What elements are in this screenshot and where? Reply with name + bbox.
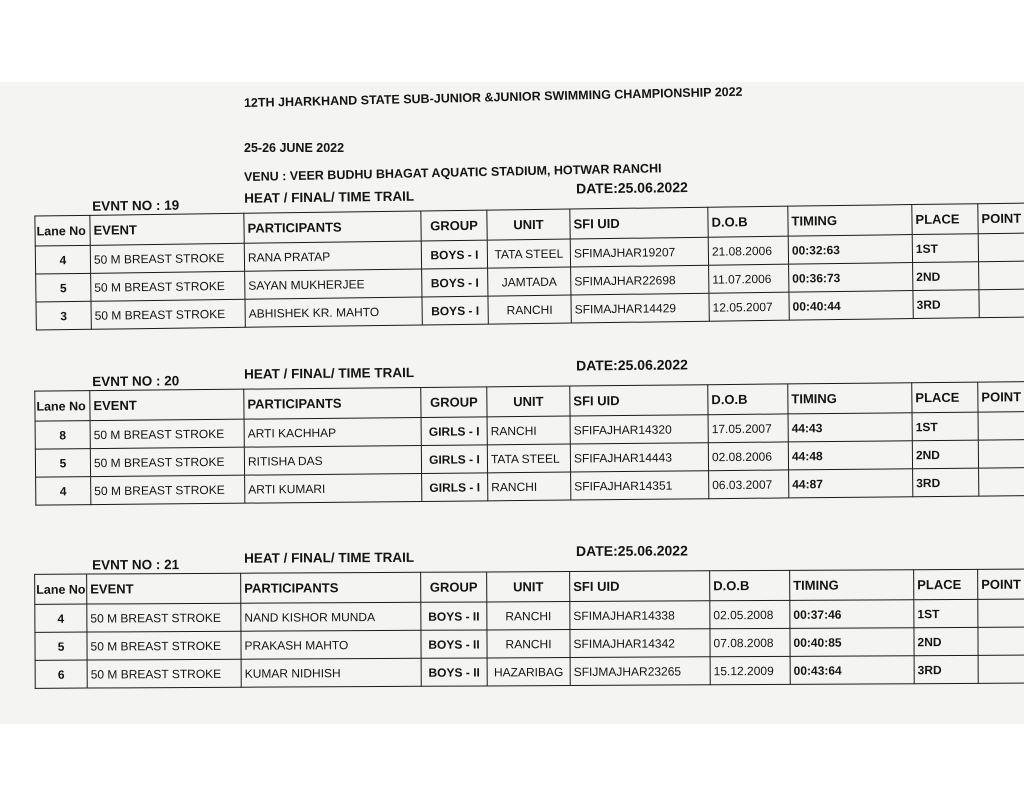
col-participants: PARTICIPANTS: [244, 211, 421, 243]
point-cell: [978, 412, 1024, 441]
participant-cell: SAYAN MUKHERJEE: [245, 269, 422, 299]
event-cell: 50 M BREAST STROKE: [90, 447, 244, 476]
sfi-uid-cell: SFIMAJHAR14342: [570, 629, 710, 658]
group-cell: BOYS - I: [422, 268, 488, 297]
place-cell: 1ST: [912, 412, 978, 441]
group-cell: BOYS - II: [421, 602, 487, 630]
championship-dates: 25-26 JUNE 2022: [244, 141, 345, 155]
dob-cell: 21.08.2006: [708, 236, 788, 265]
event-cell: 50 M BREAST STROKE: [87, 603, 241, 632]
unit-cell: HAZARIBAG: [487, 658, 570, 686]
event-cell: 50 M BREAST STROKE: [91, 271, 245, 301]
event-cell: 50 M BREAST STROKE: [91, 475, 245, 504]
place-cell: 1ST: [912, 234, 978, 263]
point-cell: [978, 655, 1024, 683]
venue-line: VENU : VEER BUDHU BHAGAT AQUATIC STADIUM, HOTWAR RANCHI: [243, 161, 662, 184]
col-unit: UNIT: [487, 209, 570, 240]
col-point: POINT: [978, 569, 1024, 599]
event-date: DATE:25.06.2022: [575, 356, 688, 374]
sfi-uid-cell: SFIFAJHAR14351: [571, 471, 709, 500]
event-date: DATE:25.06.2022: [575, 542, 688, 559]
event-number: EVNT NO : 19: [92, 197, 180, 214]
dob-cell: 02.08.2006: [708, 442, 788, 471]
col-dob: D.O.B: [708, 384, 788, 415]
participant-cell: PRAKASH MAHTO: [241, 630, 421, 659]
event-number: EVNT NO : 21: [92, 557, 180, 573]
timing-cell: 44:43: [788, 413, 912, 442]
group-cell: GIRLS - I: [421, 417, 487, 446]
event-cell: 50 M BREAST STROKE: [90, 243, 244, 273]
col-timing: TIMING: [790, 570, 914, 601]
event-block: [0, 541, 1024, 682]
place-cell: 3RD: [913, 468, 979, 497]
lane-cell: 5: [35, 449, 90, 478]
event-number: EVNT NO : 20: [92, 373, 180, 390]
col-group: GROUP: [421, 572, 487, 602]
col-place: PLACE: [914, 569, 978, 599]
dob-cell: 07.08.2008: [710, 628, 790, 656]
sfi-uid-cell: SFIFAJHAR14443: [570, 443, 708, 472]
place-cell: 2ND: [912, 440, 978, 469]
timing-cell: 44:48: [788, 441, 912, 470]
col-place: PLACE: [912, 204, 978, 235]
lane-cell: 8: [35, 421, 90, 450]
sfi-uid-cell: SFIMAJHAR19207: [570, 237, 708, 267]
timing-cell: 00:36:73: [789, 263, 913, 293]
col-event: EVENT: [90, 389, 244, 420]
results-table: [34, 381, 1024, 506]
unit-cell: RANCHI: [487, 416, 570, 445]
place-cell: 3RD: [914, 655, 978, 683]
event-cell: 50 M BREAST STROKE: [91, 299, 245, 329]
lane-cell: 4: [35, 604, 87, 632]
col-event: EVENT: [87, 573, 241, 604]
col-group: GROUP: [421, 210, 487, 241]
participant-cell: NAND KISHOR MUNDA: [241, 602, 421, 631]
col-point: POINT: [978, 382, 1024, 413]
point-cell: [978, 233, 1024, 262]
point-cell: [979, 289, 1024, 318]
unit-cell: RANCHI: [487, 602, 570, 630]
timing-cell: 00:32:63: [788, 235, 912, 265]
place-cell: 3RD: [913, 290, 979, 319]
point-cell: [979, 468, 1024, 497]
lane-cell: 5: [35, 632, 87, 660]
timing-cell: 00:40:44: [789, 291, 913, 321]
col-sfi-uid: SFI UID: [570, 571, 710, 602]
event-cell: 50 M BREAST STROKE: [90, 419, 244, 448]
point-cell: [978, 599, 1024, 627]
sfi-uid-cell: SFIMAJHAR14429: [571, 293, 709, 323]
unit-cell: RANCHI: [487, 630, 570, 658]
col-dob: D.O.B: [710, 570, 790, 600]
dob-cell: 17.05.2007: [708, 414, 788, 443]
participant-cell: RANA PRATAP: [244, 241, 421, 271]
group-cell: BOYS - II: [421, 630, 487, 658]
dob-cell: 02.05.2008: [710, 600, 790, 628]
col-event: EVENT: [90, 213, 244, 245]
dob-cell: 11.07.2006: [709, 264, 789, 293]
participant-cell: ARTI KUMARI: [245, 473, 422, 503]
col-sfi-uid: SFI UID: [570, 385, 708, 416]
col-lane-no: Lane No: [35, 215, 90, 246]
table-row: [35, 655, 1024, 688]
dob-cell: 12.05.2007: [709, 292, 789, 321]
unit-cell: TATA STEEL: [487, 239, 570, 268]
event-date: DATE:25.06.2022: [575, 178, 688, 197]
sfi-uid-cell: SFIJMAJHAR23265: [570, 657, 710, 686]
results-table: [34, 202, 1024, 330]
lane-cell: 4: [36, 477, 91, 506]
col-participants: PARTICIPANTS: [244, 387, 421, 419]
col-point: POINT: [978, 203, 1024, 234]
championship-title: 12TH JHARKHAND STATE SUB-JUNIOR &JUNIOR SWIMMING CHAMPIONSHIP 2022: [243, 84, 743, 110]
timing-cell: 44:87: [789, 469, 913, 498]
col-lane-no: Lane No: [35, 391, 90, 422]
group-cell: BOYS - I: [422, 296, 488, 325]
col-timing: TIMING: [788, 205, 912, 237]
lane-cell: 3: [36, 301, 91, 330]
unit-cell: RANCHI: [488, 472, 571, 501]
col-dob: D.O.B: [708, 206, 788, 237]
event-cell: 50 M BREAST STROKE: [87, 659, 241, 688]
col-group: GROUP: [421, 387, 487, 418]
group-cell: BOYS - II: [421, 658, 487, 686]
point-cell: [978, 440, 1024, 469]
timing-cell: 00:43:64: [790, 656, 914, 685]
lane-cell: 6: [35, 660, 87, 688]
dob-cell: 06.03.2007: [709, 470, 789, 499]
sfi-uid-cell: SFIFAJHAR14320: [570, 415, 708, 444]
timing-cell: 00:37:46: [790, 600, 914, 629]
unit-cell: RANCHI: [488, 295, 571, 324]
group-cell: BOYS - I: [421, 240, 487, 269]
point-cell: [979, 261, 1024, 290]
event-stage: HEAT / FINAL/ TIME TRAIL: [244, 365, 415, 382]
point-cell: [978, 627, 1024, 655]
col-lane-no: Lane No: [35, 574, 87, 604]
sfi-uid-cell: SFIMAJHAR14338: [570, 601, 710, 630]
timing-cell: 00:40:85: [790, 628, 914, 657]
results-table: [34, 569, 1024, 689]
event-cell: 50 M BREAST STROKE: [87, 631, 241, 660]
col-timing: TIMING: [788, 383, 912, 414]
col-unit: UNIT: [487, 386, 570, 417]
unit-cell: JAMTADA: [488, 267, 571, 296]
place-cell: 2ND: [913, 262, 979, 291]
dob-cell: 15.12.2009: [710, 656, 790, 684]
sfi-uid-cell: SFIMAJHAR22698: [571, 265, 709, 295]
event-stage: HEAT / FINAL/ TIME TRAIL: [244, 549, 415, 566]
group-cell: GIRLS - I: [421, 445, 487, 474]
col-participants: PARTICIPANTS: [241, 572, 421, 603]
col-place: PLACE: [912, 382, 978, 413]
participant-cell: ARTI KACHHAP: [244, 417, 421, 447]
group-cell: GIRLS - I: [422, 473, 488, 502]
lane-cell: 5: [36, 273, 91, 302]
event-stage: HEAT / FINAL/ TIME TRAIL: [244, 188, 415, 206]
place-cell: 1ST: [914, 599, 978, 627]
col-sfi-uid: SFI UID: [570, 207, 708, 239]
participant-cell: ABHISHEK KR. MAHTO: [245, 297, 422, 327]
col-unit: UNIT: [487, 572, 570, 602]
participant-cell: KUMAR NIDHISH: [241, 658, 421, 687]
unit-cell: TATA STEEL: [487, 444, 570, 473]
lane-cell: 4: [35, 245, 90, 274]
participant-cell: RITISHA DAS: [244, 445, 421, 475]
place-cell: 2ND: [914, 627, 978, 655]
